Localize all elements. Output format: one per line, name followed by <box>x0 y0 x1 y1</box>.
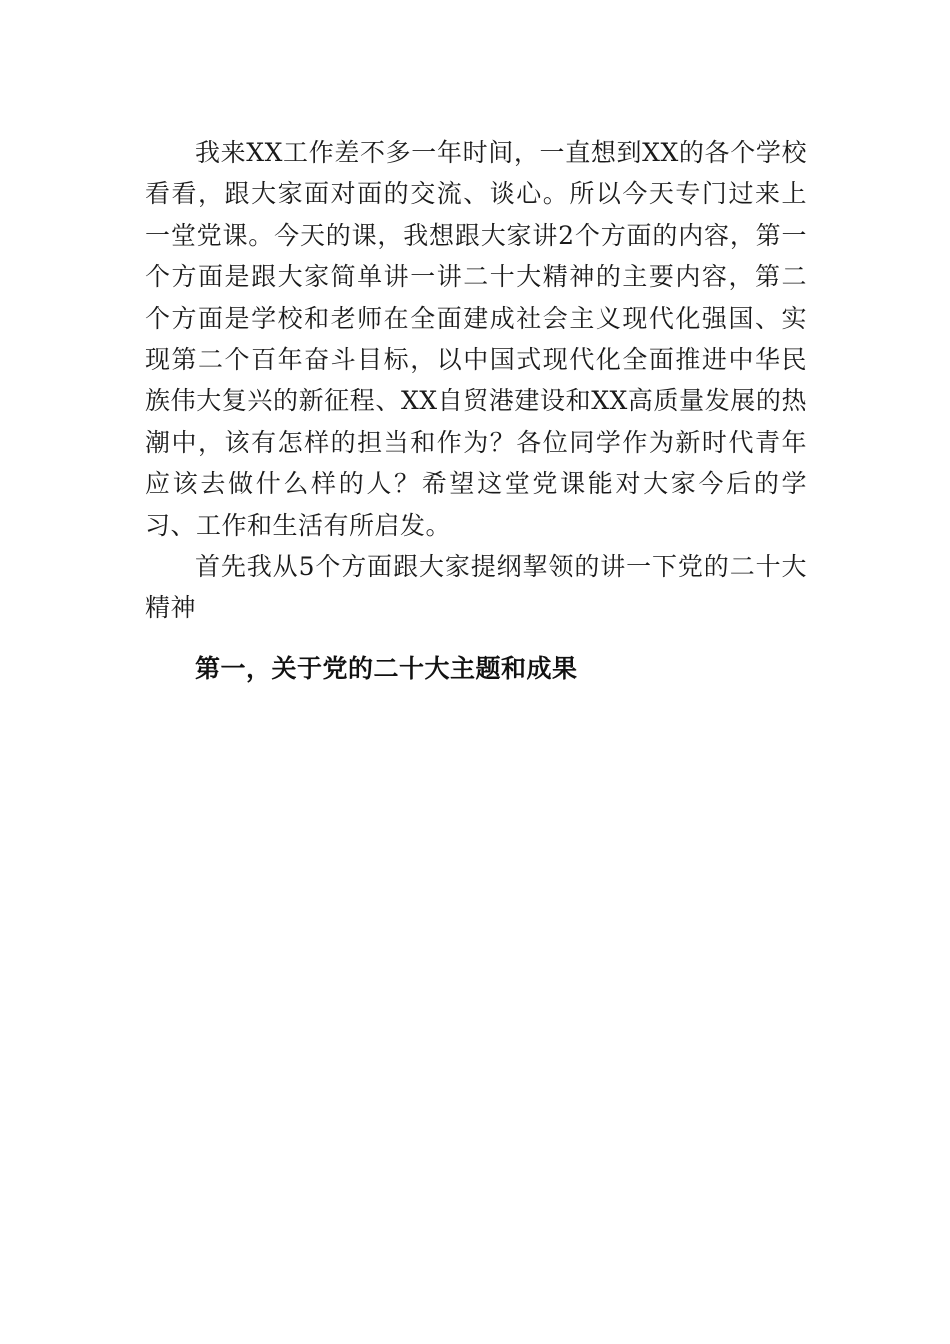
document-body <box>145 132 807 687</box>
paragraph-outline: 首先我从5个方面跟大家提纲挈领的讲一下党的二十大精神 <box>145 552 807 623</box>
section-heading: 第一，关于党的二十大主题和成果 <box>195 653 578 683</box>
paragraph-intro: 我来XX工作差不多一年时间，一直想到XX的各个学校看看，跟大家面对面的交流、谈心。所以今天专门过来上一堂党课。今天的课，我想跟大家讲2个方面的内容，第一个方面是跟大家简单讲一讲二十大精神的主要内容，第二个方面是学校和老师在全面建成社会主义现代化强国、实现第二个百年奋斗目标，以中国式现代化全面推进中华民族伟大复兴的新征程、XX自贸港建设和XX高质量发展的热潮中，该有怎样的担当和作为？各位同学作为新时代青年应该去做什么样的人？希望这堂党课能对大家今后的学习、工作和生活有所启发。 <box>145 138 807 540</box>
